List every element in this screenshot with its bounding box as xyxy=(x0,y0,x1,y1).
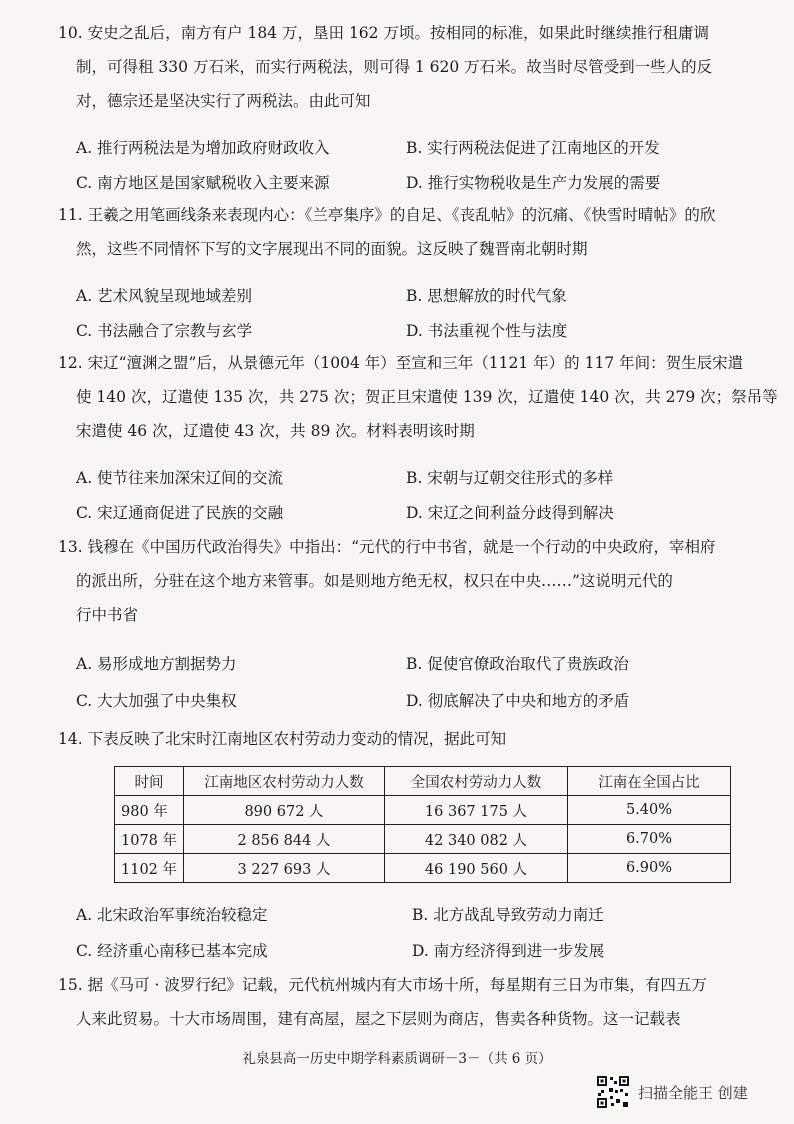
table-cell: 1102 年 xyxy=(115,854,184,883)
question-15-line-2: 人来此贸易。十大市场周围，建有高屋，屋之下层则为商店，售卖各种货物。这一记载表 xyxy=(76,1010,681,1028)
question-13-line-3: 行中书省 xyxy=(76,606,139,624)
table-header-row xyxy=(115,767,731,796)
question-10-line-2: 制，可得租 330 万石米，而实行两税法，则可得 1 620 万石米。故当时尽管受到一些人的反 xyxy=(76,58,713,76)
question-13-line-1: 13. 钱穆在《中国历代政治得失》中指出：“元代的行中书省，就是一个行动的中央政府，宰相府 xyxy=(58,538,716,556)
option-14-a[interactable]: A. 北宋政治军事统治较稳定 xyxy=(76,906,268,924)
question-11-line-1: 11. 王羲之用笔画线条来表现内心：《兰亭集序》的自足、《丧乱帖》的沉痛、《快雪时晴帖》的欣 xyxy=(58,206,716,224)
table-cell: 5.40% xyxy=(568,796,731,825)
question-11-line-2: 然，这些不同情怀下写的文字展现出不同的面貌。这反映了魏晋南北朝时期 xyxy=(76,240,588,258)
table-cell: 42 340 082 人 xyxy=(385,825,568,854)
table-cell: 6.70% xyxy=(568,825,731,854)
question-14 xyxy=(58,722,738,756)
option-12-d[interactable]: D. 宋辽之间利益分歧得到解决 xyxy=(406,504,614,522)
question-15-line-1: 15. 据《马可 · 波罗行纪》记载，元代杭州城内有大市场十所，每星期有三日为市集，有四五万 xyxy=(58,976,707,994)
question-10-line-3: 对，德宗还是坚决实行了两税法。由此可知 xyxy=(76,92,371,110)
question-12-line-3: 宋遣使 46 次，辽遣使 43 次，共 89 次。材料表明该时期 xyxy=(76,422,475,440)
table-cell: 2 856 844 人 xyxy=(184,825,385,854)
option-13-c[interactable]: C. 大大加强了中央集权 xyxy=(76,692,237,710)
qr-code-icon xyxy=(596,1075,630,1109)
question-12 xyxy=(58,346,778,448)
table-header-cell: 全国农村劳动力人数 xyxy=(385,767,568,796)
option-14-b[interactable]: B. 北方战乱导致劳动力南迁 xyxy=(412,906,604,924)
labor-table xyxy=(114,766,731,883)
option-14-d[interactable]: D. 南方经济得到进一步发展 xyxy=(412,942,605,960)
table-cell: 46 190 560 人 xyxy=(385,854,568,883)
table-header-cell: 时间 xyxy=(115,767,184,796)
option-12-b[interactable]: B. 宋朝与辽朝交往形式的多样 xyxy=(406,469,614,487)
question-10-line-1: 10. 安史之乱后，南方有户 184 万，垦田 162 万顷。按相同的标准，如果此时继续推行租庸调 xyxy=(58,24,709,42)
question-10 xyxy=(58,16,738,118)
table-cell: 1078 年 xyxy=(115,825,184,854)
option-13-d[interactable]: D. 彻底解决了中央和地方的矛盾 xyxy=(406,692,630,710)
scanner-watermark: 扫描全能王 创建 xyxy=(638,1084,748,1102)
option-11-a[interactable]: A. 艺术风貌呈现地域差别 xyxy=(76,287,253,305)
option-10-b[interactable]: B. 实行两税法促进了江南地区的开发 xyxy=(406,139,660,157)
option-11-c[interactable]: C. 书法融合了宗教与玄学 xyxy=(76,322,253,340)
question-11 xyxy=(58,198,738,266)
option-10-d[interactable]: D. 推行实物税收是生产力发展的需要 xyxy=(406,174,661,192)
table-cell: 890 672 人 xyxy=(184,796,385,825)
page-footer: 礼泉县高一历史中期学科素质调研－3－（共 6 页） xyxy=(242,1051,552,1067)
option-12-c[interactable]: C. 宋辽通商促进了民族的交融 xyxy=(76,504,284,522)
question-15 xyxy=(58,968,738,1036)
option-14-c[interactable]: C. 经济重心南移已基本完成 xyxy=(76,942,268,960)
table-header-cell: 江南地区农村劳动力人数 xyxy=(184,767,385,796)
table-row xyxy=(115,796,731,825)
table-cell: 980 年 xyxy=(115,796,184,825)
question-12-line-1: 12. 宋辽“澶渊之盟”后，从景德元年（1004 年）至宣和三年（1121 年）的 117 年间：贺生辰宋遣 xyxy=(58,354,744,372)
option-11-d[interactable]: D. 书法重视个性与法度 xyxy=(406,322,568,340)
option-10-c[interactable]: C. 南方地区是国家赋税收入主要来源 xyxy=(76,174,330,192)
option-12-a[interactable]: A. 使节往来加深宋辽间的交流 xyxy=(76,469,284,487)
table-header-cell: 江南在全国占比 xyxy=(568,767,731,796)
option-11-b[interactable]: B. 思想解放的时代气象 xyxy=(406,287,567,305)
option-13-b[interactable]: B. 促使官僚政治取代了贵族政治 xyxy=(406,655,629,673)
question-13 xyxy=(58,530,738,632)
option-13-a[interactable]: A. 易形成地方割据势力 xyxy=(76,655,237,673)
table-cell: 16 367 175 人 xyxy=(385,796,568,825)
table-cell: 6.90% xyxy=(568,854,731,883)
question-13-line-2: 的派出所，分驻在这个地方来管事。如是则地方绝无权，权只在中央……”这说明元代的 xyxy=(76,572,673,590)
table-row xyxy=(115,854,731,883)
question-14-line-1: 14. 下表反映了北宋时江南地区农村劳动力变动的情况，据此可知 xyxy=(58,730,507,748)
question-12-line-2: 使 140 次，辽遣使 135 次，共 275 次；贺正旦宋遣使 139 次，辽遣使 140 次，共 279 次；祭吊等 xyxy=(76,388,778,406)
option-10-a[interactable]: A. 推行两税法是为增加政府财政收入 xyxy=(76,139,330,157)
table-row xyxy=(115,825,731,854)
table-cell: 3 227 693 人 xyxy=(184,854,385,883)
